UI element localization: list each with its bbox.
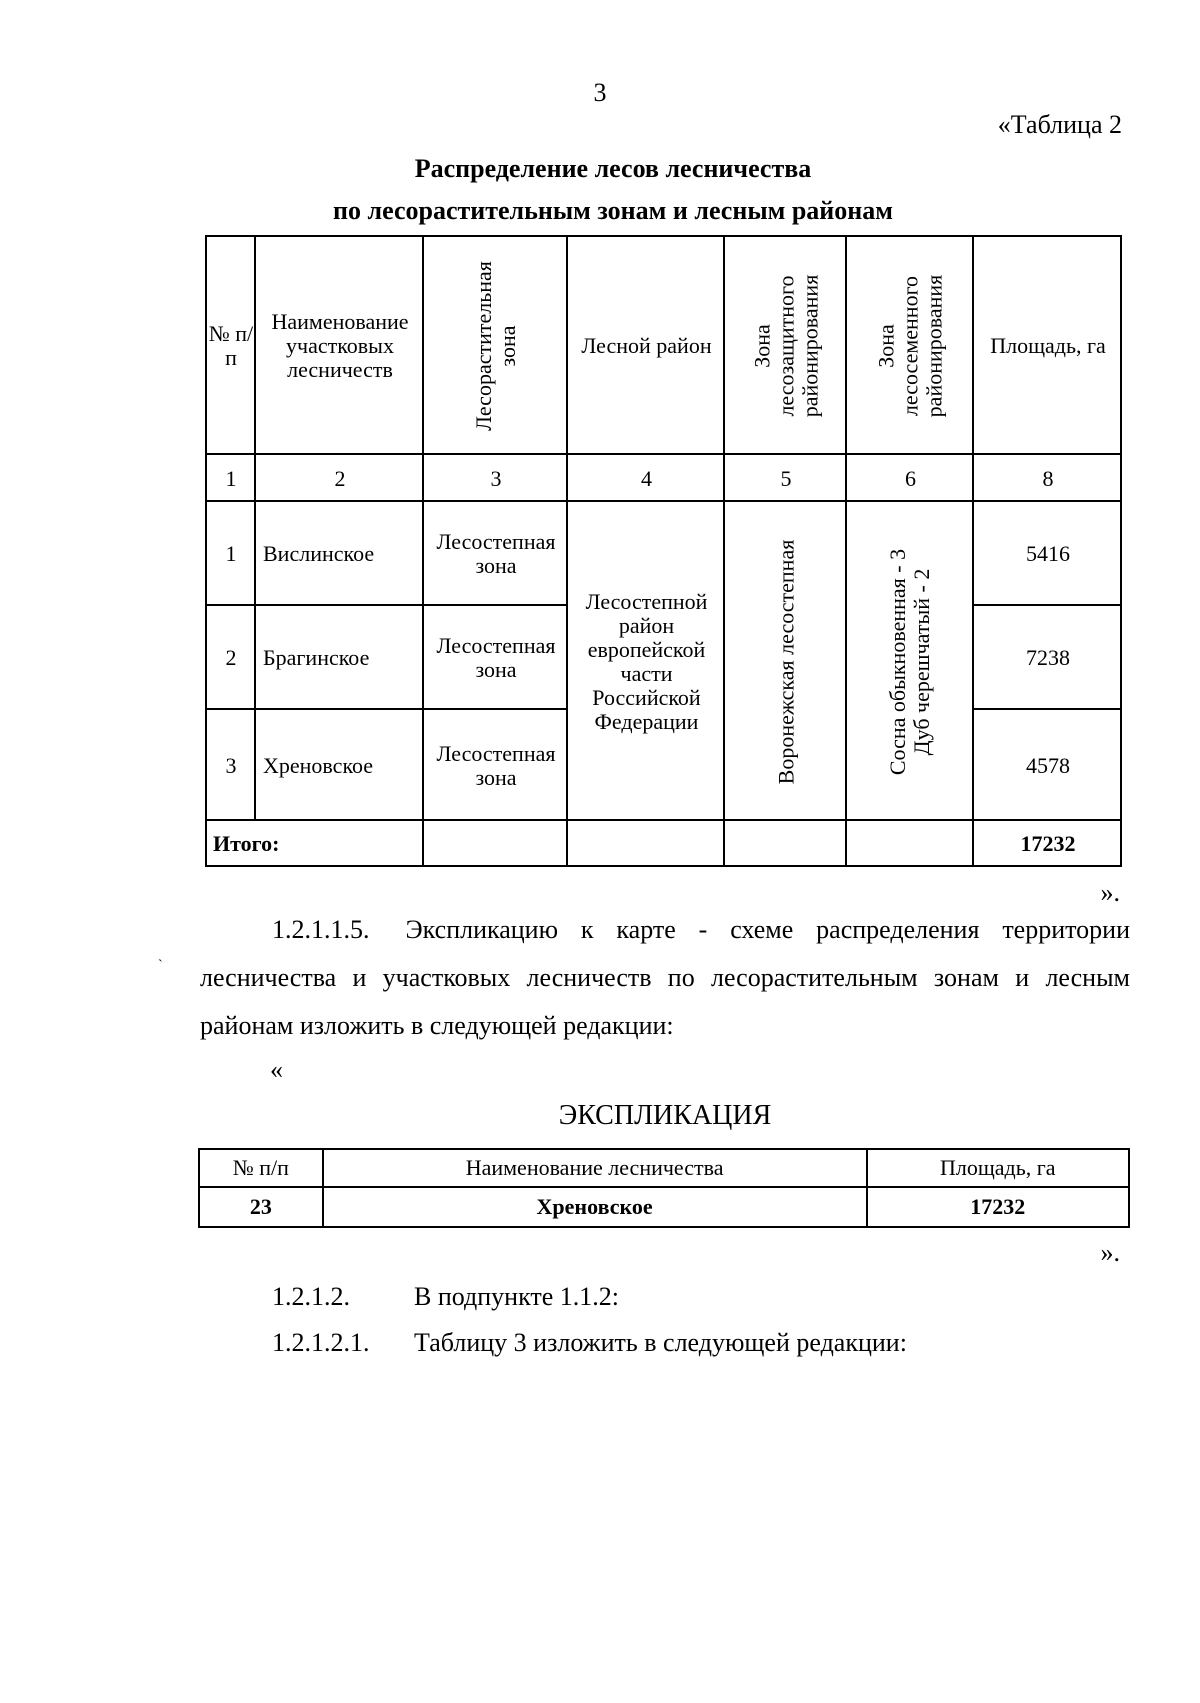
colnum-4: 4 [641,465,652,491]
stray-mark: ` [158,958,163,973]
explication-table [198,1148,1130,1228]
item-text: Таблицу 3 изложить в следующей редакции: [414,1328,907,1357]
row1-area: 5416 [1026,541,1070,566]
table-title-line2: по лесорастительным зонам и лесным районам [333,196,893,225]
colnum-5: 5 [780,465,792,491]
merged-district: Лесостепной район европейской части Российской Федерации [585,588,708,734]
header-seed-zone-text: Зона лесосеменного районирования [873,274,947,417]
header-area: Площадь, га [990,332,1106,358]
item-text: В подпункте 1.1.2: [414,1282,619,1311]
colnum-8: 8 [1042,465,1054,491]
colnum-6: 6 [905,465,916,491]
explication-row-area: 17232 [867,1187,1130,1227]
header-district: Лесной район [581,332,712,358]
header-name: Наименование участковых лесничеств [271,308,409,382]
row3-num: 3 [225,752,237,778]
colnum-1: 1 [225,465,237,491]
row2-zone: Лесостепная зона [436,633,556,682]
row1-zone: Лесостепная зона [436,529,556,578]
total-label: Итого: [213,831,280,856]
total-area: 17232 [1020,831,1076,856]
row2-name: Брагинское [263,645,370,670]
explication-row-num: 23 [199,1187,323,1227]
table-label: «Таблица 2 [997,110,1122,139]
merged-seed-zone [848,503,973,820]
row2-num: 2 [225,645,237,670]
item-number: 1.2.1.2.1. [272,1328,370,1357]
row3-name: Хреновское [263,752,374,778]
header-zone-text: Лесорастительная зона [471,260,520,431]
header-seed-zone [848,237,973,454]
merged-seed-zone-line1: Сосна обыкновенная - 3 [885,548,911,775]
closing-quote-1: ». [1100,878,1120,907]
paragraph-text: Экспликацию к карте - схеме распределения территории лесничества и участковых лесничеств по лесорастительным зонам и лесным районам изложить в следующей редакции: [200,915,1130,1040]
closing-quote-2: ». [1100,1238,1120,1267]
item-number: 1.2.1.2. [272,1282,350,1311]
item-1-2-1-2 [272,1282,1122,1318]
row1-num: 1 [225,541,237,566]
open-quote: « [270,1055,283,1084]
merged-protect-zone-text: Воронежская лесостепная [773,539,799,784]
explication-header-name: Наименование лесничества [323,1149,867,1187]
row3-zone: Лесостепная зона [436,740,556,790]
row2-area: 7238 [1026,645,1070,670]
page-number: 3 [593,78,607,107]
explication-row-name: Хреновское [323,1187,867,1227]
explication-title: ЭКСПЛИКАЦИЯ [558,1100,772,1131]
explication-header-num: № п/п [199,1149,323,1187]
header-num: № п/п [208,320,254,370]
item-1-2-1-2-1 [272,1328,1122,1364]
row1-name: Вислинское [263,541,375,566]
explication-row [199,1187,1129,1227]
colnum-3: 3 [490,465,502,491]
header-zone [425,237,567,454]
merged-seed-zone-text [887,548,935,774]
merged-protect-zone [726,503,846,820]
explication-header-row [199,1149,1129,1187]
colnum-2: 2 [334,465,346,491]
header-protect-zone-text: Зона лесозащитного районирования [749,274,823,417]
explication-header-area: Площадь, га [867,1149,1130,1187]
forest-distribution-table [205,235,1122,867]
row3-area: 4578 [1026,752,1070,778]
merged-seed-zone-line2: Дуб черешчатый - 2 [909,568,935,755]
paragraph-number: 1.2.1.1.5. [272,915,370,944]
paragraph-1-2-1-1-5 [200,906,1130,1050]
header-protect-zone [726,237,846,454]
table-title-line1: Распределение лесов лесничества [414,154,812,183]
